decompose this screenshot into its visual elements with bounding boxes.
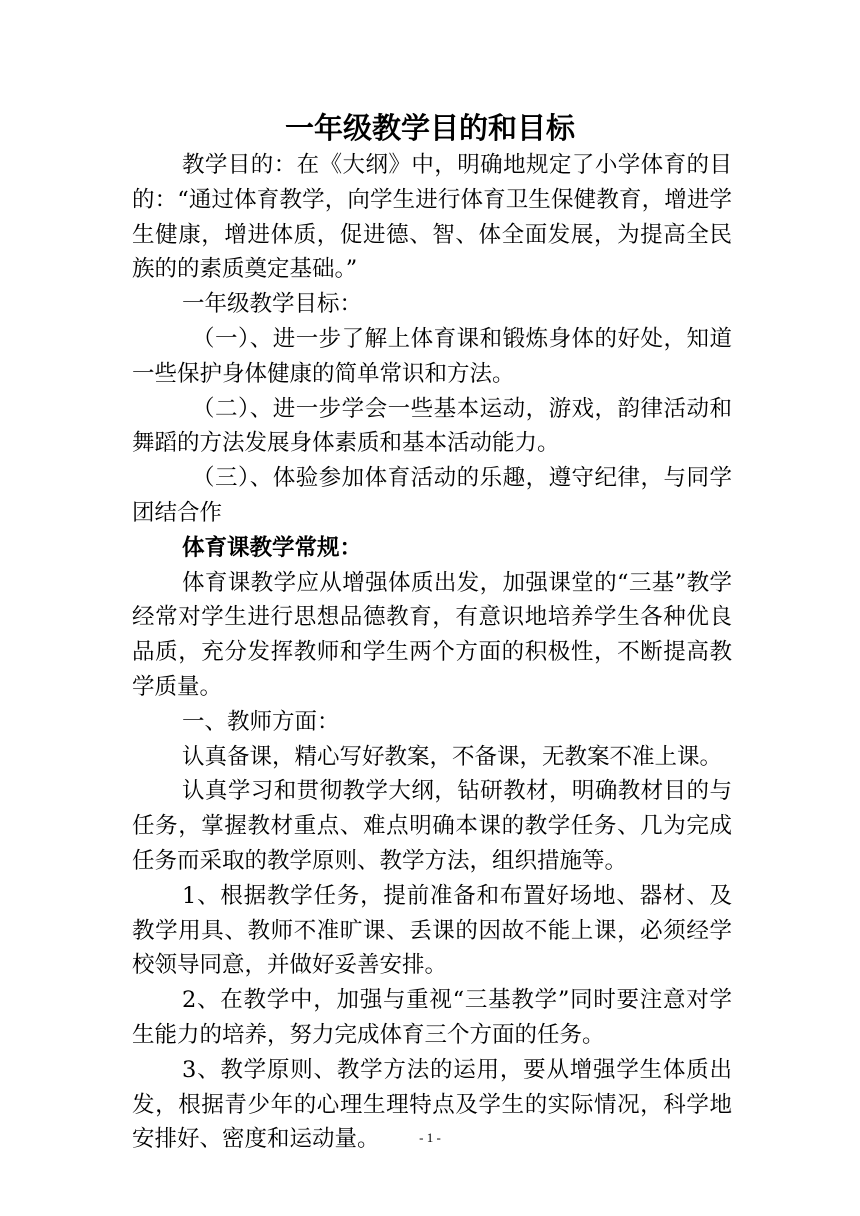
paragraph-goal-three: （三）、体验参加体育活动的乐趣，遵守纪律，与同学团结合作 bbox=[132, 465, 732, 526]
paragraph-teaching-purpose: 教学目的：在《大纲》中，明确地规定了小学体育的目的：“通过体育教学，向学生进行体育卫生保健教育，增进学生健康，增进体质，促进德、智、体全面发展，为提高全民族的的素质奠定基础。” bbox=[132, 152, 732, 283]
document-body bbox=[132, 148, 732, 1157]
section-heading-routine: 体育课教学常规： bbox=[182, 534, 363, 561]
paragraph-study-syllabus: 认真学习和贯彻教学大纲，钻研教材，明确教材目的与任务，掌握教材重点、难点明确本课的教学任务、几为完成任务而采取的教学原则、教学方法，组织措施等。 bbox=[132, 778, 732, 874]
paragraph-grade-one-goals-heading: 一年级教学目标： bbox=[182, 291, 363, 318]
paragraph-prepare-lessons: 认真备课，精心写好教案，不备课，无教案不准上课。 bbox=[182, 743, 723, 770]
paragraph-item-one: 1、根据教学任务，提前准备和布置好场地、器材、及教学用具、教师不准旷课、丢课的因故不能上课，必须经学校领导同意，并做好妥善安排。 bbox=[132, 882, 732, 979]
paragraph-item-two: 2、在教学中，加强与重视“三基教学”同时要注意对学生能力的培养，努力完成体育三个方面的任务。 bbox=[132, 987, 732, 1048]
paragraph-routine-intro: 体育课教学应从增强体质出发，加强课堂的“三基”教学经常对学生进行思想品德教育，有意识地培养学生各种优良品质，充分发挥教师和学生两个方面的积极性，不断提高教学质量。 bbox=[132, 569, 732, 700]
paragraph-teacher-heading: 一、教师方面： bbox=[182, 708, 340, 735]
document-title: 一年级教学目的和目标 bbox=[284, 111, 575, 145]
paragraph-goal-one: （一）、进一步了解上体育课和锻炼身体的好处，知道一些保护身体健康的简单常识和方法。 bbox=[132, 325, 732, 387]
paragraph-goal-two: （二）、进一步学会一些基本运动，游戏，韵律活动和舞蹈的方法发展身体素质和基本活动能力。 bbox=[132, 395, 732, 457]
page-number: - 1 - bbox=[419, 1130, 441, 1145]
paragraph-item-three: 3、教学原则、教学方法的运用，要从增强学生体质出发，根据青少年的心理生理特点及学生的实际情况，科学地安排好、密度和运动量。 bbox=[132, 1056, 732, 1153]
